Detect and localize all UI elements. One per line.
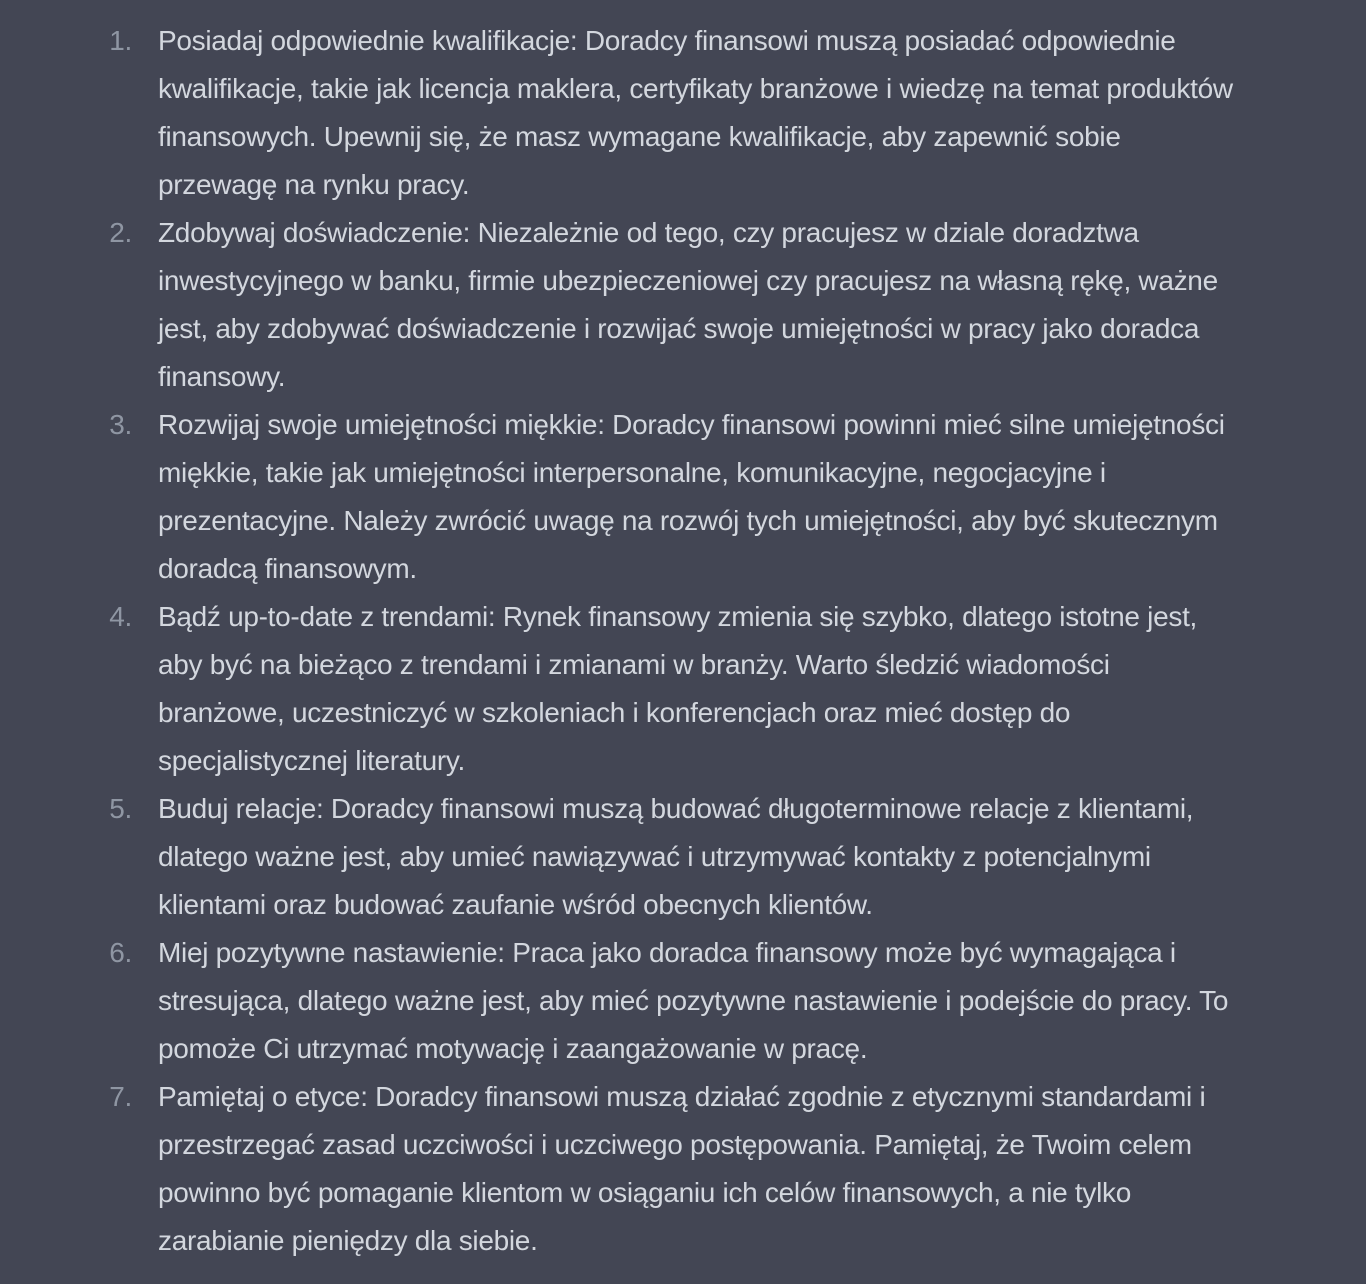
list-item-text: Posiadaj odpowiednie kwalifikacje: Doradcy finansowi muszą posiadać odpowiednie kwalifikacje, takie jak licencja maklera, certyfikaty branżowe i wiedzę na temat produktów finansowych. Upewnij się, że masz wymagane kwalifikacje, aby zapewnić sobie przewagę na rynku pracy. xyxy=(158,25,1233,200)
list-item-text: Miej pozytywne nastawienie: Praca jako doradca finansowy może być wymagająca i stresująca, dlatego ważne jest, aby mieć pozytywne nastawienie i podejście do pracy. To pomoże Ci utrzymać motywację i zaangażowanie w pracę. xyxy=(158,937,1229,1064)
list-item-text: Rozwijaj swoje umiejętności miękkie: Doradcy finansowi powinni mieć silne umiejętności miękkie, takie jak umiejętności interpersonalne, komunikacyjne, negocjacyjne i prezentacyjne. Należy zwrócić uwagę na rozwój tych umiejętności, aby być skutecznym doradcą finansowym. xyxy=(158,409,1225,584)
list-item-number: 6. xyxy=(109,937,132,968)
list-item-number: 3. xyxy=(109,409,132,440)
list-item-text: Zdobywaj doświadczenie: Niezależnie od tego, czy pracujesz w dziale doradztwa inwestycyjnego w banku, firmie ubezpieczeniowej czy pracujesz na własną rękę, ważne jest, aby zdobywać doświadczenie i rozwijać swoje umiejętności w pracy jako doradca finansowy. xyxy=(158,217,1218,392)
advice-list xyxy=(105,17,1236,1265)
list-item-number: 2. xyxy=(109,217,132,248)
list-item xyxy=(105,17,1236,209)
list-item-number: 7. xyxy=(109,1081,132,1112)
list-item-number: 4. xyxy=(109,601,132,632)
list-item xyxy=(105,209,1236,401)
list-item xyxy=(105,929,1236,1073)
list-item-text: Pamiętaj o etyce: Doradcy finansowi muszą działać zgodnie z etycznymi standardami i przestrzegać zasad uczciwości i uczciwego postępowania. Pamiętaj, że Twoim celem powinno być pomaganie klientom w osiąganiu ich celów finansowych, a nie tylko zarabianie pieniędzy dla siebie. xyxy=(158,1081,1206,1256)
list-item xyxy=(105,593,1236,785)
list-item-number: 5. xyxy=(109,793,132,824)
list-item-text: Buduj relacje: Doradcy finansowi muszą budować długoterminowe relacje z klientami, dlatego ważne jest, aby umieć nawiązywać i utrzymywać kontakty z potencjalnymi klientami oraz budować zaufanie wśród obecnych klientów. xyxy=(158,793,1194,920)
list-item-number: 1. xyxy=(109,25,132,56)
list-item-text: Bądź up-to-date z trendami: Rynek finansowy zmienia się szybko, dlatego istotne jest, aby być na bieżąco z trendami i zmianami w branży. Warto śledzić wiadomości branżowe, uczestniczyć w szkoleniach i konferencjach oraz mieć dostęp do specjalistycznej literatury. xyxy=(158,601,1198,776)
list-item xyxy=(105,401,1236,593)
list-item xyxy=(105,785,1236,929)
list-item xyxy=(105,1073,1236,1265)
